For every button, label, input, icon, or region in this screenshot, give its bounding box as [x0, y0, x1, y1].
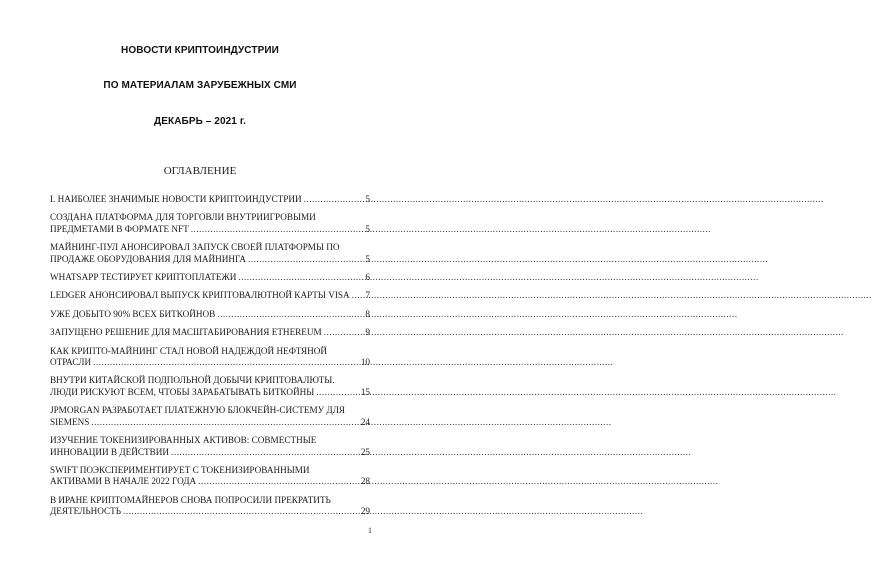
toc-entry-title-line: WHATSAPP ТЕСТИРУЕТ КРИПТОПЛАТЕЖИ	[50, 272, 237, 283]
toc-leader-dots	[123, 506, 359, 517]
toc-entry-page: 5	[365, 194, 370, 204]
toc-entry[interactable]	[50, 290, 370, 301]
document-page	[0, 0, 400, 567]
toc-entry-page: 5	[365, 223, 370, 234]
toc-entry-title-line: LEDGER АНОНСИРОВАЛ ВЫПУСК КРИПТОВАЛЮТНОЙ КАРТЫ VISA	[50, 290, 350, 301]
toc-leader-dots	[248, 254, 363, 265]
toc-entry-page: 6	[365, 272, 370, 283]
toc-entry-page: 25	[360, 446, 370, 457]
toc-entry-row	[50, 447, 370, 458]
toc-leader-dots	[171, 447, 359, 458]
toc-entry[interactable]	[50, 309, 370, 320]
toc-entry-title-line: ИННОВАЦИИ В ДЕЙСТВИИ	[50, 446, 170, 457]
toc-entry-title-line: ДЕЯТЕЛЬНОСТЬ	[50, 506, 122, 517]
toc-entry-title-line: ИЗУЧЕНИЕ ТОКЕНИЗИРОВАННЫХ АКТИВОВ: СОВМЕСТНЫЕ	[50, 435, 317, 446]
toc-entry-title-line: УЖЕ ДОБЫТО 90% ВСЕХ БИТКОЙНОВ	[50, 308, 216, 319]
toc-entry-title-line: В ИРАНЕ КРИПТОМАЙНЕРОВ СНОВА ПОПРОСИЛИ ПРЕКРАТИТЬ	[50, 494, 331, 505]
toc-entry-row	[50, 387, 370, 398]
toc-entry-row	[50, 417, 370, 428]
toc-leader-dots	[91, 417, 359, 428]
toc-entry[interactable]	[50, 327, 370, 338]
toc-entry-title-line: ОТРАСЛИ	[50, 357, 92, 368]
toc-entry[interactable]	[50, 435, 370, 458]
toc-entry-row	[50, 309, 370, 320]
toc-entry-row	[50, 476, 370, 487]
toc-entry-title-line: КАК КРИПТО-МАЙНИНГ СТАЛ НОВОЙ НАДЕЖДОЙ НЕФТЯНОЙ	[50, 345, 328, 356]
toc-entry-page: 7	[365, 290, 370, 301]
toc-entry-title-line: ПРЕДМЕТАМИ В ФОРМАТЕ NFT	[50, 223, 189, 234]
toc-leader-dots	[316, 387, 359, 398]
toc-entry-page: 9	[365, 327, 370, 338]
toc-entry-page: 24	[360, 416, 370, 427]
document-title: НОВОСТИ КРИПТОИНДУСТРИИ	[121, 45, 279, 56]
toc-leader-dots	[93, 357, 359, 368]
toc-leader-dots	[238, 272, 363, 283]
toc-entry-title-line: JPMORGAN РАЗРАБОТАЕТ ПЛАТЕЖНУЮ БЛОКЧЕЙН-СИСТЕМУ ДЛЯ	[50, 405, 346, 416]
toc-entry-row	[50, 290, 370, 301]
toc-entry[interactable]	[50, 495, 370, 518]
toc-entry-page: 10	[360, 357, 370, 368]
toc-entry-row	[50, 194, 370, 205]
toc-entry-title-line: АКТИВАМИ В НАЧАЛЕ 2022 ГОДА	[50, 476, 197, 487]
toc-entry-row	[50, 224, 370, 235]
toc-leader-dots	[304, 194, 364, 205]
toc-entry-row	[50, 272, 370, 283]
document-date: ДЕКАБРЬ – 2021 г.	[154, 116, 246, 127]
toc-entry[interactable]	[50, 375, 370, 398]
toc-entry-page: 15	[360, 386, 370, 397]
toc-entry-title-line: ЗАПУЩЕНО РЕШЕНИЕ ДЛЯ МАСШТАБИРОВАНИЯ ETHEREUM	[50, 327, 322, 338]
toc-leader-dots	[191, 224, 364, 235]
toc-entry[interactable]	[50, 346, 370, 369]
toc-entry-row	[50, 357, 370, 368]
toc-entry[interactable]	[50, 465, 370, 488]
toc-entry[interactable]	[50, 272, 370, 283]
toc-entry-title-line: ЛЮДИ РИСКУЮТ ВСЕМ, ЧТОБЫ ЗАРАБАТЫВАТЬ БИТКОЙНЫ	[50, 386, 315, 397]
toc-entry-page: 29	[360, 506, 370, 517]
toc-leader-dots	[352, 290, 364, 301]
table-of-contents	[50, 194, 370, 525]
toc-entry[interactable]	[50, 242, 370, 265]
toc-leader-dots	[198, 476, 359, 487]
document-subtitle: ПО МАТЕРИАЛАМ ЗАРУБЕЖНЫХ СМИ	[103, 80, 297, 91]
toc-entry[interactable]	[50, 212, 370, 235]
toc-entry-title-line: SWIFT ПОЭКСПЕРИМЕНТИРУЕТ С ТОКЕНИЗИРОВАННЫМИ	[50, 464, 310, 475]
toc-entry-title-line: I. НАИБОЛЕЕ ЗНАЧИМЫЕ НОВОСТИ КРИПТОИНДУСТРИИ	[50, 194, 302, 204]
toc-leader-dots	[324, 327, 364, 338]
page-number: 1	[368, 526, 372, 535]
toc-entry-title-line: МАЙНИНГ-ПУЛ АНОНСИРОВАЛ ЗАПУСК СВОЕЙ ПЛАТФОРМЫ ПО	[50, 242, 340, 253]
toc-entry-title-line: СОЗДАНА ПЛАТФОРМА ДЛЯ ТОРГОВЛИ ВНУТРИИГРОВЫМИ	[50, 212, 316, 223]
toc-entry-row	[50, 254, 370, 265]
toc-leader-dots	[217, 309, 363, 320]
toc-entry-title-line: ПРОДАЖЕ ОБОРУДОВАНИЯ ДЛЯ МАЙНИНГА	[50, 253, 247, 264]
toc-entry-page: 5	[365, 253, 370, 264]
toc-entry-page: 28	[360, 476, 370, 487]
toc-entry-page: 8	[365, 308, 370, 319]
toc-entry[interactable]	[50, 405, 370, 428]
toc-title: ОГЛАВЛЕНИЕ	[163, 165, 237, 177]
toc-entry-row	[50, 327, 370, 338]
toc-entry-row	[50, 506, 370, 517]
toc-entry-title-line: SIEMENS	[50, 416, 90, 427]
toc-entry-title-line: ВНУТРИ КИТАЙСКОЙ ПОДПОЛЬНОЙ ДОБЫЧИ КРИПТОВАЛЮТЫ.	[50, 375, 335, 386]
toc-entry[interactable]	[50, 194, 370, 205]
